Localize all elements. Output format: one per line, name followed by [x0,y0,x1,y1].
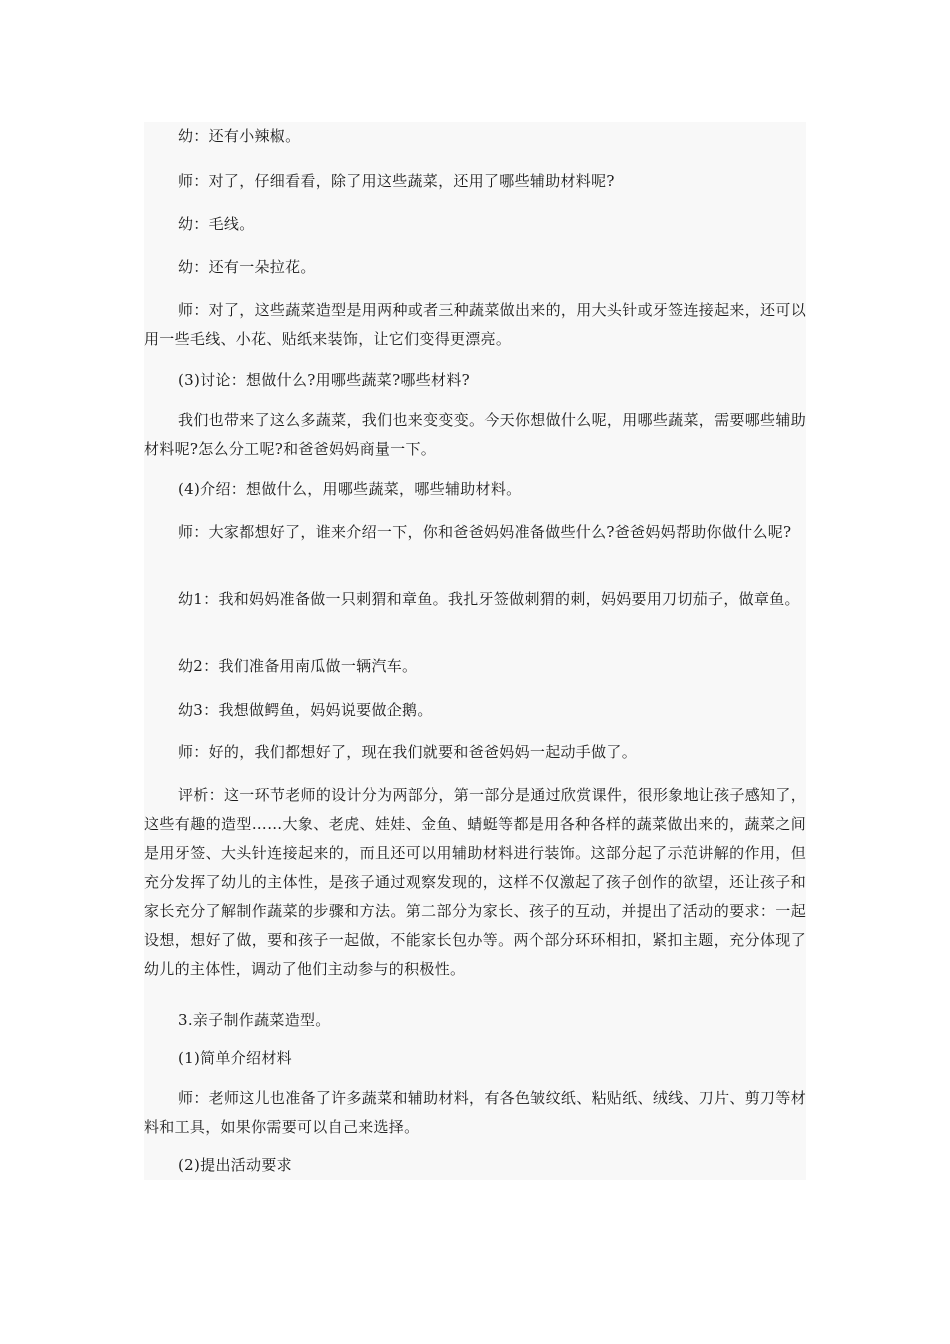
section-heading: 3.亲子制作蔬菜造型。 [178,1011,331,1029]
paragraph: 幼：还有一朵拉花。 [178,258,316,276]
paragraph: 师：对了，这些蔬菜造型是用两种或者三种蔬菜做出来的，用大头针或牙签连接起来，还可以用一些毛线、小花、贴纸来装饰，让它们变得更漂亮。 [144,301,806,348]
paragraph: 幼1：我和妈妈准备做一只刺猬和章鱼。我扎牙签做刺猬的刺，妈妈要用刀切茄子，做章鱼。 [178,590,800,608]
paragraph: 我们也带来了这么多蔬菜，我们也来变变变。今天你想做什么呢，用哪些蔬菜，需要哪些辅助材料呢?怎么分工呢?和爸爸妈妈商量一下。 [144,411,806,458]
analysis-paragraph: 评析：这一环节老师的设计分为两部分，第一部分是通过欣赏课件，很形象地让孩子感知了，这些有趣的造型……大象、老虎、娃娃、金鱼、蜻蜓等都是用各种各样的蔬菜做出来的，蔬菜之间是用牙签、大头针连接起来的，而且还可以用辅助材料进行装饰。这部分起了示范讲解的作用，但充分发挥了幼儿的主体性，是孩子通过观察发现的，这样不仅激起了孩子创作的欲望，还让孩子和家长充分了解制作蔬菜的步骤和方法。第二部分为家长、孩子的互动，并提出了活动的要求：一起设想，想好了做，要和孩子一起做，不能家长包办等。两个部分环环相扣，紧扣主题，充分体现了幼儿的主体性，调动了他们主动参与的积极性。 [144,786,806,978]
paragraph: 幼2：我们准备用南瓜做一辆汽车。 [178,657,418,675]
section-heading: (1)简单介绍材料 [178,1049,292,1067]
section-heading: (4)介绍：想做什么，用哪些蔬菜，哪些辅助材料。 [178,480,522,498]
paragraph: 幼：毛线。 [178,215,255,233]
document-page [144,122,806,1180]
paragraph: 幼：还有小辣椒。 [178,127,301,145]
paragraph: 师：好的，我们都想好了，现在我们就要和爸爸妈妈一起动手做了。 [178,743,638,761]
paragraph: 幼3：我想做鳄鱼，妈妈说要做企鹅。 [178,701,433,719]
paragraph: 师：对了，仔细看看，除了用这些蔬菜，还用了哪些辅助材料呢? [178,172,615,190]
section-heading: (3)讨论：想做什么?用哪些蔬菜?哪些材料? [178,371,470,389]
section-heading: (2)提出活动要求 [178,1156,292,1174]
paragraph: 师：老师这儿也准备了许多蔬菜和辅助材料，有各色皱纹纸、粘贴纸、绒线、刀片、剪刀等材料和工具，如果你需要可以自己来选择。 [144,1089,806,1136]
paragraph: 师：大家都想好了，谁来介绍一下，你和爸爸妈妈准备做些什么?爸爸妈妈帮助你做什么呢? [178,523,792,541]
